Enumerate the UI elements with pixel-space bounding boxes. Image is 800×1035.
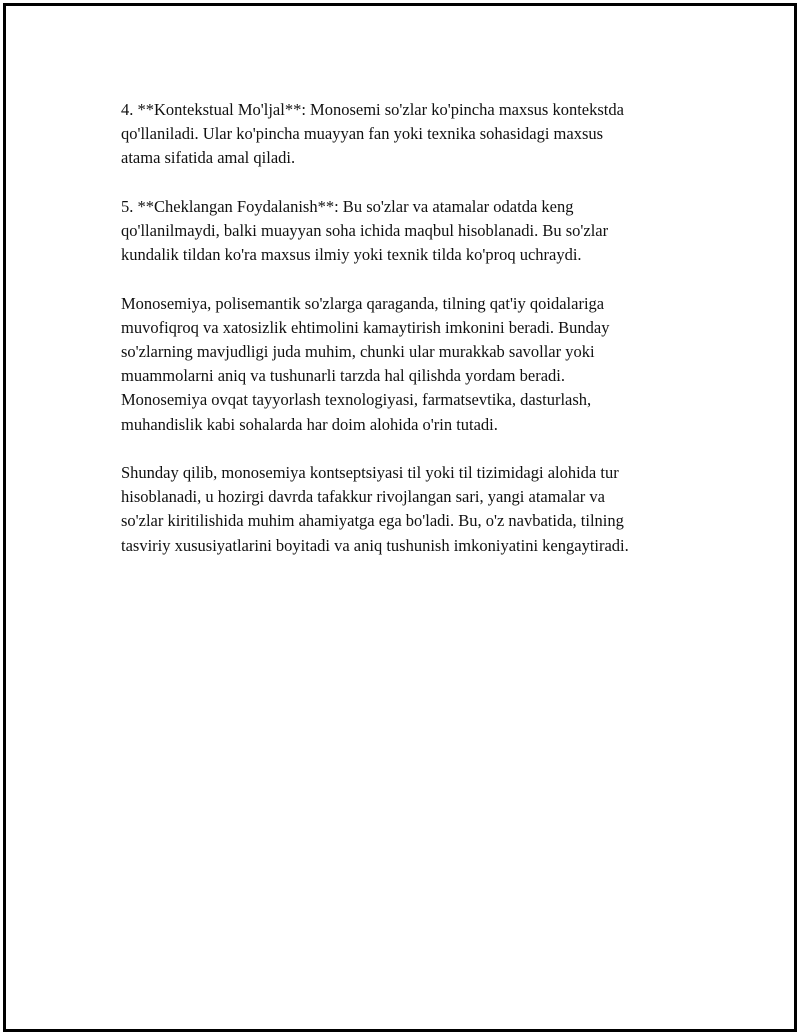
text-line: Shunday qilib, monosemiya kontseptsiyasi til yoki til tizimidagi alohida tur [121, 463, 619, 482]
text-line: hisoblanadi, u hozirgi davrda tafakkur rivojlangan sari, yangi atamalar va [121, 487, 605, 507]
text-line: atama sifatida amal qiladi. [121, 148, 296, 168]
text-line: muhandislik kabi sohalarda har doim alohida o'rin tutadi. [121, 414, 498, 434]
text-line: so'zlarning mavjudligi juda muhim, chunki ular murakkab savollar yoki [121, 342, 595, 361]
text-line: 5. **Cheklangan Foydalanish**: Bu so'zlar va atamalar odatda keng [121, 196, 574, 216]
text-line: muammolarni aniq va tushunarli tarzda hal qilishda yordam beradi. [121, 366, 565, 386]
paragraph-monosemiya [121, 292, 701, 437]
text-line: muvofiqroq va xatosizlik ehtimolini kamaytirish imkonini beradi. Bunday [121, 317, 610, 337]
document-body [121, 98, 701, 582]
paragraph-kontekstual-moljal [121, 98, 701, 171]
text-line: Monosemiya ovqat tayyorlash texnologiyasi, farmatsevtika, dasturlash, [121, 390, 592, 410]
text-line: qo'llanilmaydi, balki muayyan soha ichida maqbul hisoblanadi. Bu so'zlar [121, 221, 609, 240]
text-line: qo'llaniladi. Ular ko'pincha muayyan fan yoki texnika sohasidagi maxsus [121, 124, 604, 144]
paragraph-xulosa [121, 461, 701, 558]
document-page [3, 3, 797, 1032]
paragraph-cheklangan-foydalanish [121, 195, 701, 268]
text-line: so'zlar kiritilishida muhim ahamiyatga ega bo'ladi. Bu, o'z navbatida, tilning [121, 511, 624, 531]
text-line: Monosemiya, polisemantik so'zlarga qaraganda, tilning qat'iy qoidalariga [121, 293, 605, 313]
text-line: tasviriy xususiyatlarini boyitadi va aniq tushunish imkoniyatini kengaytiradi. [121, 535, 629, 555]
text-line: kundalik tildan ko'ra maxsus ilmiy yoki texnik tilda ko'proq uchraydi. [121, 245, 582, 265]
text-line: 4. **Kontekstual Mo'ljal**: Monosemi so'zlar ko'pincha maxsus kontekstda [121, 100, 624, 119]
